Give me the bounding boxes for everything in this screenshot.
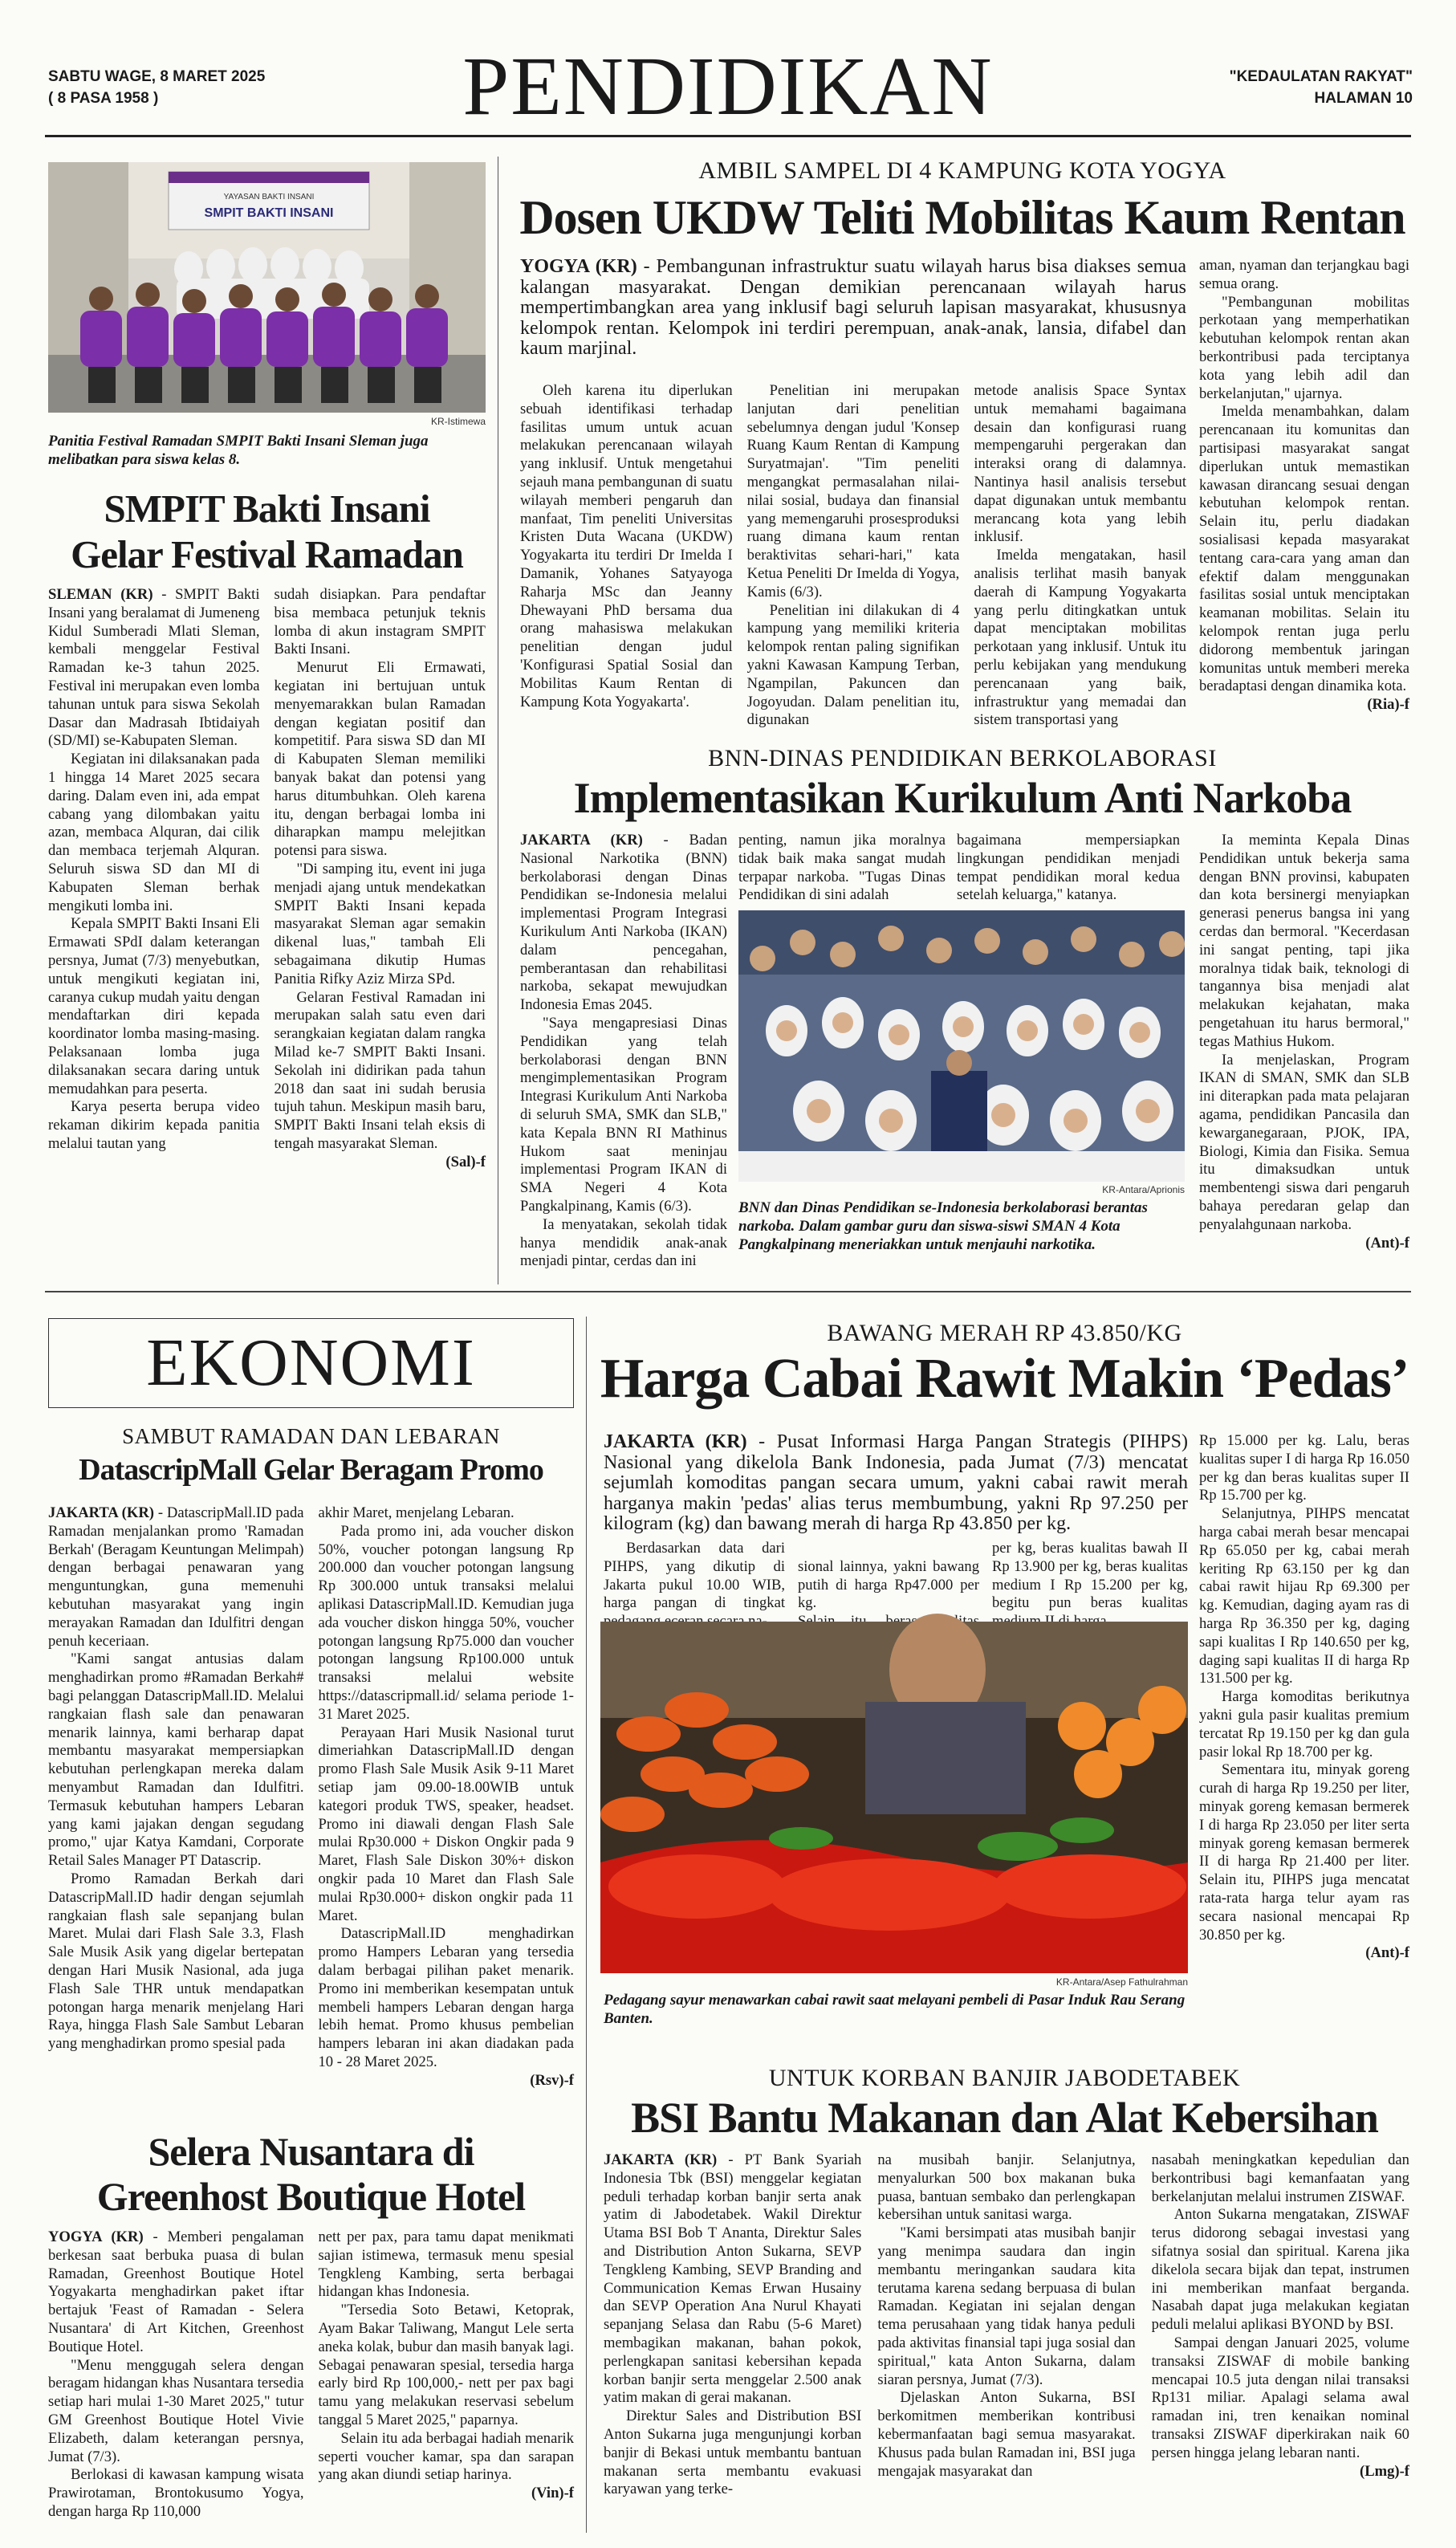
- smpit-p5: sudah disiapkan. Para pendaftar bisa membaca petunjuk teknis lomba di akun instagram SMPIT Bakti Insani.: [274, 586, 486, 658]
- smpit-dateline: SLEMAN (KR): [48, 586, 153, 603]
- datascrip-headline: DatascripMall Gelar Beragam Promo: [79, 1453, 543, 1487]
- greenhost-headline: [32, 2129, 590, 2219]
- bsi-kicker: UNTUK KORBAN BANJIR JABODETABEK: [768, 2065, 1241, 2091]
- masthead-rule: [45, 135, 1411, 137]
- ukdw-p5: Imelda mengatakan, hasil analisis terlihat masih banyak daerah di Kampung Yogyakarta yang perlu ditingkatkan untuk dapat menciptakan mobilitas perkotaan yang inklusif. Untuk itu perlu kebijakan yang mendukung perencanaan yang baik, infrastruktur yang memadai dan sistem transportasi yang: [974, 547, 1187, 729]
- bnn-photo: [738, 910, 1185, 1182]
- bnn-dateline: JAKARTA (KR): [520, 832, 643, 849]
- cabai-dateline: JAKARTA (KR): [604, 1431, 747, 1452]
- greenhost-dateline: YOGYA (KR): [48, 2228, 144, 2245]
- ukdw-lead: YOGYA (KR) - Pembangunan infrastruktur suatu wilayah harus bisa diakses semua kalangan masyarakat. Dengan demikian perencanaan wilayah harus mempertimbangkan area yang inklusif bagi seluruh lapisan masyarakat, khususnya kelompok rentan. Kelompok ini terdiri perempuan, anak-anak, lansia, difabel dan kaum marjinal.: [520, 256, 1187, 359]
- masthead-date-line2: ( 8 PASA 1958 ): [48, 90, 159, 107]
- cabai-col3-top: [992, 1540, 1188, 1617]
- datascrip-col1: [48, 1504, 304, 2108]
- smpit-p4: Karya peserta berupa video rekaman dikirim kepada panitia melalui tautan yang: [48, 1098, 260, 1152]
- bnn-p3: Ia menyatakan, sekolah tidak hanya mendidik anak-anak menjadi pintar, cerdas dan ini: [520, 1215, 727, 1270]
- bnn-col2-top: [738, 832, 946, 909]
- datascrip-p4: akhir Maret, menjelang Lebaran.: [318, 1504, 514, 1521]
- smpit-signature: (Sal)-f: [445, 1153, 486, 1170]
- bnn-photo-credit: KR-Antara/Aprionis: [1102, 1184, 1185, 1195]
- ukdw-p6: aman, nyaman dan terjangkau bagi semua orang.: [1199, 257, 1409, 292]
- cabai-p6: Harga komoditas berikutnya yakni gula pasir kualitas premium tercatat Rp 19.150 per kg dan gula pasir lokal Rp 18.700 per kg.: [1199, 1688, 1409, 1760]
- smpit-body: [48, 586, 486, 1284]
- datascrip-p6: Perayaan Hari Musik Nasional turut dimeriahkan DatascripMall.ID dengan promo Flash Sale Musik Asik 9-11 Maret setiap jam 09.00-18.00WIB untuk kategori produk TWS, speaker, headset. Promo ini diawali dengan Flash Sale mulai Rp30.000 + Diskon Ongkir pada 9 Maret, Flash Sale Diskon 30%+ diskon ongkir pada 10 Maret dan Flash Sale mulai Rp30.000+ diskon ongkir pada 11 Maret.: [318, 1724, 574, 1924]
- datascrip-p3: Promo Ramadan Berkah dari DatascripMall.ID hadir dengan sejumlah rangkaian flash sale sepanjang bulan Maret. Mulai dari Flash Sale 3.3, Flash Sale Musik Asik yang digelar bertepatan dengan Hari Musik Nasional, ada juga Flash Sale THR untuk mendapatkan potongan harga menarik menjelang Hari Raya, hingga Flash Sale Sambut Lebaran yang menghadirkan promo spesial pada: [48, 1870, 304, 2053]
- greenhost-p3: Berlokasi di kawasan kampung wisata Prawirotaman, Brontokusumo Yogya, dengan harga Rp 110,000: [48, 2466, 304, 2520]
- greenhost-body: [48, 2228, 574, 2534]
- ukdw-p4: metode analisis Space Syntax untuk memahami bagaimana desain dan konfigurasi ruang mempengaruhi pergerakan dan interaksi orang di dalamnya. Nantinya hasil analisis tersebut dapat digunakan untuk membantu merancang kota yang lebih inklusif.: [974, 382, 1187, 546]
- smpit-photo-illustration: [48, 162, 486, 413]
- ukdw-p7: "Pembangunan mobilitas perkotaan yang memperhatikan kebutuhan kelompok rentan akan berkontribusi pada terciptanya kota yang lebih adil dan berkelanjutan," ujarnya.: [1199, 293, 1409, 402]
- cabai-p1: Berdasarkan data dari PIHPS, yang dikutip di Jakarta pukul 10.00 WIB, harga pangan di tingkat: [604, 1540, 785, 1612]
- bnn-p5: bagaimana mempersiapkan lingkungan pendidikan menjadi tempat pendidikan moral kedua setelah keluarga," katanya.: [957, 832, 1180, 904]
- bsi-col2: [877, 2151, 1135, 2534]
- bnn-kicker: BNN-DINAS PENDIDIKAN BERKOLABORASI: [708, 745, 1217, 771]
- cabai-col1-top: [604, 1540, 785, 1617]
- greenhost-p6: Selain itu ada berbagai hadiah menarik seperti voucher kamar, spa dan sarapan yang akan diundi setiap harinya.: [318, 2429, 574, 2484]
- bnn-p2: "Saya mengapresiasi Dinas Pendidikan yang telah berkolaborasi dengan BNN mengimplementasikan Program Integrasi Kurikulum Anti Narkoba di seluruh SMA, SMK dan SLB," kata Kepala BNN RI Mathinus Hukom saat meninjau implementasi Program IKAN di SMA Negeri 4 Kota Pangkalpinang, Kamis (6/3).: [520, 1014, 727, 1215]
- cabai-p3: per kg, beras kualitas bawah II Rp 13.900 per kg, beras kualitas medium I Rp 15.200 per kg, begitu pun beras kualitas: [992, 1540, 1188, 1612]
- greenhost-col1: [48, 2228, 304, 2534]
- greenhost-p2: "Menu menggugah selera dengan beragam hidangan khas Nusantara tersedia setiap hari mulai 1-30 Maret 2025," tutur GM Greenhost Boutique Hotel Vivie Elizabeth, dalam keterangan persnya, Jumat (7/3).: [48, 2356, 304, 2465]
- bnn-headline: Implementasikan Kurikulum Anti Narkoba: [573, 774, 1352, 822]
- smpit-photo-credit: KR-Istimewa: [430, 416, 486, 427]
- greenhost-p4: nett per pax, para tamu dapat menikmati sajian istimewa, termasuk menu spesial Tengkleng Kambing, serta berbagai hidangan khas Indonesia.: [318, 2228, 574, 2301]
- ukdw-p1: Oleh karena itu diperlukan sebuah identifikasi terhadap fasilitas umum untuk acuan melakukan perencanaan wilayah yang inklusif. Untuk mengetahui sejauh mana pembangunan di suatu wilayah memberi pengaruh dan manfaat, Tim peneliti Universitas Kristen Duta Wacana (UKDW) Yogyakarta itu terdiri Dr Imelda I Damanik, Yohanes Satyayoga Raharja MSc dan Jeanny Dhewayani PhD bersama dua orang mahasiswa melakukan penelitian dengan judul 'Konfigurasi Spatial Sosial dan Mobilitas Kaum Rentan di Kampung Kota Yogyakarta'.: [520, 382, 733, 710]
- bsi-body: [604, 2151, 1409, 2534]
- ukdw-p8: Imelda menambahkan, dalam perencanaan itu komunitas dan partisipasi masyarakat sangat diperlukan untuk memastikan kawasan dirancang sesuai dengan kebutuhan kelompok rentan. Selain itu, perlu diadakan sosialisasi kepada masyarakat tentang cara-cara yang aman dan efektif dalam menggunakan fasilitas sosial untuk menciptakan keamanan mobilitas. Selain itu kelompok rentan juga perlu didorong membentuk jaringan komunitas untuk memberi mereka beradaptasi dengan dinamika kota.: [1199, 403, 1409, 695]
- smpit-photo: [48, 162, 486, 413]
- bsi-col3: [1152, 2151, 1409, 2534]
- cabai-p7: Sementara itu, minyak goreng curah di harga Rp 19.250 per liter, minyak goreng kemasan bermerek I di harga Rp 23.050 per liter serta minyak goreng kemasan bermerek II di harga Rp 21.400 per liter. Selain itu, PIHPS juga mencatat rata-rata harga telur ayam ras secara nasional mencapai Rp 30.850 per kg.: [1199, 1761, 1409, 1944]
- bnn-photo-caption: BNN dan Dinas Pendidikan se-Indonesia berkolaborasi berantas narkoba. Dalam gambar guru dan siswa-siswi SMAN 4 Kota Pangkalpinang meneriakkan untuk menjauhi narkotika.: [738, 1199, 1148, 1253]
- bnn-col1: [520, 832, 727, 1281]
- greenhost-p1: YOGYA (KR) - Memberi pengalaman berkesan saat berbuka puasa di bulan Ramadan, Greenhost Boutique Hotel Yogyakarta menghadirkan paket iftar bertajuk 'Feast of Ramadan - Selera Nusantara' di Art Kitchen, Greenhost Boutique Hotel.: [48, 2228, 304, 2355]
- ukdw-p2: Penelitian ini merupakan lanjutan dari penelitian sebelumnya dengan judul 'Konsep Ruang Kaum Rentan di Kampung Suryatmajan'. "Tim peneliti mengangkat permasalahan nilai-nilai sosial, budaya dan finansial yang memengaruhi prosesproduksi ruang dimana kaum rentan beraktivitas sehari-hari," kata Ketua Peneliti Dr Imelda di Yogya, Kamis (6/3).: [746, 382, 960, 600]
- cabai-photo-illustration: [600, 1622, 1188, 1973]
- vertical-rule-bottom: [586, 1317, 587, 2533]
- bsi-p1: JAKARTA (KR) - PT Bank Syariah Indonesia Tbk (BSI) menggelar kegiatan peduli terhadap korban banjir serta anak yatim di Jabodetabek. Wakil Direktur Utama BSI Bob T Ananta, Direktur Sales and Distribution Anton Sukarna, SEVP Tengkleng Kambing, SEVP Branding and Communication Kemas Erwan Husainy dan SEVP Operation Ana Nurul Khayati sepanjang Selasa dan Rabu (5-6 Maret) membagikan makanan, bahan pokok, perlengkapan sanitasi kebersihan kepada korban banjir serta menggelar 2.500 anak yatim makan di gerai makanan.: [604, 2151, 862, 2407]
- cabai-p5: Selanjutnya, PIHPS mencatat harga cabai merah besar mencapai Rp 65.050 per kg, cabai merah keriting Rp 63.150 per kg dan cabai rawit hijau Rp 69.300 per kg. Kemudian, daging ayam ras di harga Rp 36.350 per kg, daging sapi kualitas I Rp 140.650 per kg, daging sapi kualitas II di harga Rp 131.500 per kg.: [1199, 1505, 1409, 1687]
- datascrip-p7: DatascripMall.ID menghadirkan promo Hampers Lebaran yang tersedia dalam berbagai pilihan paket menarik. Promo ini memberikan kesempatan untuk membeli hampers Lebaran dengan harga lebih hemat. Promo khusus pembelian hampers lebaran ini akan diadakan pada 10 - 28 Maret 2025.: [318, 1925, 574, 2070]
- datascrip-p1: JAKARTA (KR) - DatascripMall.ID pada Ramadan menjalankan promo 'Ramadan Berkah' (Beragam Keuntungan Melimpah) dengan berbagai penawaran yang menguntungkan, guna memenuhi kebutuhan masyarakat yang ingin merayakan Ramadan dan Idulfitri dengan penuh keceriaan.: [48, 1504, 304, 1650]
- datascrip-p2: "Kami sangat antusias dalam menghadirkan promo #Ramadan Berkah# bagi pelanggan DatascripMall.ID. Melalui rangkaian flash sale dan penawaran menarik lainnya, kami berharap dapat membantu masyarakat mempersiapkan kebutuhan perlengkapan mereka dalam menyambut Ramadan dan Idulfitri. Termasuk kebutuhan hampers Lebaran yang kami jajakan dengan segudang promo," ujar Katya Kamdani, Corporate Retail Sales Manager PT Datascrip.: [48, 1651, 304, 1870]
- bnn-col4: [1199, 832, 1409, 1281]
- cabai-p2: sional lainnya, yakni bawang putih di harga Rp47.000 per kg.: [798, 1557, 979, 1612]
- bnn-p4: penting, namun jika moralnya tidak baik maka sangat mudah terpapar narkoba. "Tugas Dinas Pendidikan di sini adalah: [738, 832, 946, 904]
- smpit-p1: SLEMAN (KR) - SMPIT Bakti Insani yang beralamat di Jumeneng Kidul Sumberadi Mlati Sleman, kembali menggelar Festival Ramadan ke-3 tahun 2025. Festival ini merupakan even lomba tahunan untuk para siswa Sekolah Dasar dan Madrasah Ibtidaiyah (SD/MI) se-Kabupaten Sleman.: [48, 586, 260, 750]
- cabai-lead: JAKARTA (KR) - Pusat Informasi Harga Pangan Strategis (PIHPS) Nasional yang dikelola Bank Indonesia, pada Jumat (7/3) mencatat sejumlah komoditas pangan secara umum, yakni cabai rawit merah harganya makin 'pedas' alias terus membumbung, yakni Rp 97.250 per kilogram (kg) dan bawang merah di harga Rp 43.850 per kg.: [604, 1431, 1188, 1534]
- bnn-p6: Ia meminta Kepala Dinas Pendidikan untuk bekerja sama dengan BNN provinsi, kabupaten dan kota bersinergi menyiapkan generasi penerus bangsa ini yang cerdas dan bermoral. "Kecerdasan ini sangat penting, tapi jika moralnya tidak baik, teknologi di tangannya bisa menjadi alat melakukan kejahatan, maka pengetahuan itu harus bermoral," tegas Mathius Hukom.: [1199, 832, 1409, 1050]
- ukdw-col4: [1199, 257, 1409, 742]
- smpit-p7: "Di samping itu, event ini juga menjadi ajang untuk mendekatkan SMPIT Bakti Insani kepada masyarakat Sleman agar semakin dikenal luas," tambah Eli sebagaimana dikutip Humas Panitia Rifky Aziz Mirza SPd.: [274, 860, 486, 987]
- cabai-photo-credit: KR-Antara/Asep Fathulrahman: [1055, 1976, 1188, 1988]
- datascrip-col2: [319, 1504, 575, 2108]
- smpit-photo-caption: Panitia Festival Ramadan SMPIT Bakti Insani Sleman juga melibatkan para siswa kelas 8.: [48, 433, 429, 468]
- bsi-signature: (Lmg)-f: [1360, 2462, 1409, 2480]
- ukdw-col3: [974, 382, 1186, 742]
- bnn-p7: Ia menjelaskan, Program IKAN di SMAN, SMK dan SLB ini diterapkan pada mata pelajaran agama, pendidikan Pancasila dan kewarganegaraan, PJOK, IPA, Biologi, Kimia dan Fisika. Semua itu dimaksudkan untuk membentengi siswa dari pengaruh bahaya peredaran gelap dan penyalahgunaan narkoba.: [1199, 1051, 1409, 1233]
- smpit-banner-text1: YAYASAN BAKTI INSANI: [223, 193, 315, 201]
- cabai-kicker: BAWANG MERAH RP 43.850/KG: [827, 1320, 1182, 1346]
- datascrip-body: [48, 1504, 574, 2108]
- bnn-p1: JAKARTA (KR) - Badan Nasional Narkotika (BNN) berkolaborasi dengan Dinas Pendidikan se-Indonesia melalui implementasi Program Integrasi Kurikulum Anti Narkoba (IKAN) dalam pencegahan, pemberantasan dan rehabilitasi narkoba, sekapat mewujudkan Indonesia Emas 2045.: [520, 832, 727, 1014]
- bnn-col3-top: [957, 832, 1180, 909]
- greenhost-headline-line2: Greenhost Boutique Hotel: [96, 2174, 526, 2219]
- ukdw-body-left: [520, 382, 1186, 742]
- bsi-p5: Djelaskan Anton Sukarna, BSI berkomitmen memberikan kontribusi kebermanfaatan bagi semua masyarakat. Khusus pada bulan Ramadan ini, BSI juga mengajak masyarakat dan: [877, 2389, 1136, 2480]
- greenhost-headline-line1: Selera Nusantara di: [148, 2129, 474, 2174]
- bsi-p6: nasabah meningkatkan kepedulian dan berkontribusi bagi kemanfaatan yang berkelanjutan melalui instrumen ZISWAF.: [1151, 2151, 1409, 2205]
- bsi-p7: Anton Sukarna mengatakan, ZISWAF terus didorong sebagai investasi yang sifatnya sosial dan spiritual. Karena jika dikelola secara bijak dan tepat, instrumen ini memberikan manfaat berganda. Nasabah dapat juga melakukan kegiatan peduli melalui aplikasi BYOND by BSI.: [1151, 2206, 1409, 2334]
- bsi-p8: Sampai dengan Januari 2025, volume transaksi ZISWAF di mobile banking mencapai 10.5 juta dengan nilai transaksi Rp131 miliar. Apalagi selama awal ramadan ini, tren kenaikan nominal transaksi ZISWAF diperkirakan naik 60 persen hingga jelang lebaran nanti.: [1151, 2334, 1409, 2461]
- ukdw-signature: (Ria)-f: [1367, 696, 1409, 714]
- cabai-signature: (Ant)-f: [1365, 1944, 1409, 1962]
- datascrip-p5: Pada promo ini, ada voucher diskon 50%, voucher potongan langsung Rp 200.000 dan voucher potongan langsung Rp 300.000 untuk transaksi melalui aplikasi DatascripMall.ID. Kemudian juga ada voucher diskon hingga 50%, voucher potongan langsung Rp75.000 dan voucher potongan langsung Rp100.000 untuk transaksi melalui website https://datascripmall.id/ selama periode 1-31 Maret 2025.: [318, 1522, 574, 1723]
- cabai-p4: Rp 15.000 per kg. Lalu, beras kualitas super I di harga Rp 16.050 per kg dan beras kualitas super II Rp 15.700 per kg.: [1199, 1432, 1409, 1504]
- smpit-p8: Gelaran Festival Ramadan ini merupakan salah satu even dari serangkaian kegiatan dalam rangka Milad ke-7 SMPIT Bakti Insani. Sekolah ini didirikan pada tahun 2018 dan saat ini sudah berusia tujuh tahun. Meskipun masih baru, SMPIT Bakti Insani telah eksis di tengah masyarakat Sleman.: [274, 988, 486, 1152]
- smpit-p3: Kepala SMPIT Bakti Insani Eli Ermawati SPdI dalam keterangan persnya, Jumat (7/3) menyebutkan, untuk mengikuti kegiatan ini, caranya cukup mudah yaitu dengan mendaftarkan diri kepada koordinator lomba masing-masing. Pelaksanaan lomba juga dilaksanakan secara daring untuk memudahkan para peserta.: [48, 915, 260, 1097]
- masthead-paper-name: "KEDAULATAN RAKYAT": [1229, 68, 1413, 85]
- masthead-page-number: HALAMAN 10: [1314, 90, 1413, 107]
- smpit-p2: Kegiatan ini dilaksanakan pada 1 hingga 14 Maret 2025 secara daring. Dalam even ini, ada empat cabang yang dilombakan yaitu azan, membaca Alquran, dai cilik dan membaca terjemah Alquran. Seluruh siswa SD dan MI di Kabupaten Sleman berhak mengikuti lomba ini.: [48, 751, 260, 914]
- section-title: PENDIDIKAN: [462, 40, 994, 132]
- ukdw-headline: Dosen UKDW Teliti Mobilitas Kaum Rentan: [519, 191, 1405, 244]
- smpit-banner-text2: SMPIT BAKTI INSANI: [204, 206, 334, 220]
- smpit-col1: [48, 586, 260, 1284]
- ukdw-col2: [747, 382, 960, 742]
- cabai-headline: Harga Cabai Rawit Makin ‘Pedas’: [600, 1348, 1409, 1410]
- smpit-col2: [275, 586, 486, 1284]
- bsi-headline: BSI Bantu Makanan dan Alat Kebersihan: [631, 2094, 1378, 2142]
- horizontal-rule-mid: [45, 1291, 1411, 1292]
- cabai-col2-top: [798, 1540, 979, 1617]
- masthead-date-line1: SABTU WAGE, 8 MARET 2025: [48, 68, 266, 85]
- bsi-p3: na musibah banjir. Selanjutnya, menyalurkan 500 box makanan buka puasa, bantuan sembako dan perlengkapan kebersihan untuk sanitasi warga.: [877, 2151, 1136, 2224]
- smpit-headline: [32, 486, 502, 577]
- bnn-photo-illustration: [738, 910, 1185, 1182]
- greenhost-signature: (Vin)-f: [531, 2485, 574, 2502]
- smpit-headline-line2: Gelar Festival Ramadan: [71, 532, 463, 576]
- cabai-photo: [600, 1622, 1188, 1973]
- bsi-dateline: JAKARTA (KR): [604, 2151, 718, 2168]
- greenhost-col2: [319, 2228, 575, 2534]
- smpit-p6: Menurut Eli Ermawati, kegiatan ini bertujuan untuk menyemarakkan bulan Ramadan dengan kegiatan positif dan kompetitif. Para siswa SD dan MI di Kabupaten Sleman memiliki banyak bakat dan potensi yang harus ditumbuhkan. Oleh karena itu, dengan berbagai lomba ini diharapkan mampu melejitkan potensi para siswa.: [274, 659, 486, 860]
- datascrip-dateline: JAKARTA (KR): [48, 1504, 154, 1521]
- bsi-p2: Direktur Sales and Distribution BSI Anton Sukarna juga mengunjungi korban banjir di Bekasi untuk membantu bantuan makanan serta membantu evakuasi karyawan yang terke-: [604, 2408, 862, 2498]
- ekonomi-section-title: EKONOMI: [146, 1325, 476, 1400]
- greenhost-p5: "Tersedia Soto Betawi, Ketoprak, Ayam Bakar Taliwang, Mangut Lele serta aneka kolak, bubur dan masih banyak lagi. Sebagai penawaran spesial, tersedia harga early bird Rp 100,000,- nett per pax bagi tamu yang melakukan reservasi sebelum tanggal 5 Maret 2025," paparnya.: [318, 2302, 574, 2428]
- ukdw-p3: Penelitian ini dilakukan di 4 kampung yang memiliki kriteria kelompok rentan paling signifikan yakni Kawasan Kampung Terban, Ngampilan, Pakuncen dan Jogoyudan. Dalam penelitian itu, digunakan: [746, 601, 960, 729]
- cabai-col4: [1199, 1432, 1409, 2058]
- bsi-col1: [604, 2151, 861, 2534]
- bnn-signature: (Ant)-f: [1365, 1234, 1409, 1252]
- ukdw-dateline: YOGYA (KR): [520, 256, 637, 277]
- smpit-headline-line1: SMPIT Bakti Insani: [104, 486, 430, 531]
- ukdw-kicker: AMBIL SAMPEL DI 4 KAMPUNG KOTA YOGYA: [698, 157, 1226, 184]
- datascrip-signature: (Rsv)-f: [530, 2071, 574, 2089]
- ukdw-col1: [520, 382, 733, 742]
- bsi-p4: "Kami bersimpati atas musibah banjir yang menimpa saudara dan ingin membantu meringankan saudara kita terutama karena sedang berpuasa di bulan Ramadan. Kegiatan ini sejalan dengan tema perusahaan yang tidak hanya peduli pada aktivitas finansial tapi juga sosial dan spiritual," kata Anton Sukarna, dalam siaran persnya, Jumat (7/3).: [877, 2224, 1136, 2388]
- masthead-paper: [1230, 66, 1413, 109]
- cabai-photo-caption: Pedagang sayur menawarkan cabai rawit saat melayani pembeli di Pasar Induk Rau Serang Banten.: [604, 1992, 1186, 2027]
- datascrip-kicker: SAMBUT RAMADAN DAN LEBARAN: [122, 1424, 500, 1448]
